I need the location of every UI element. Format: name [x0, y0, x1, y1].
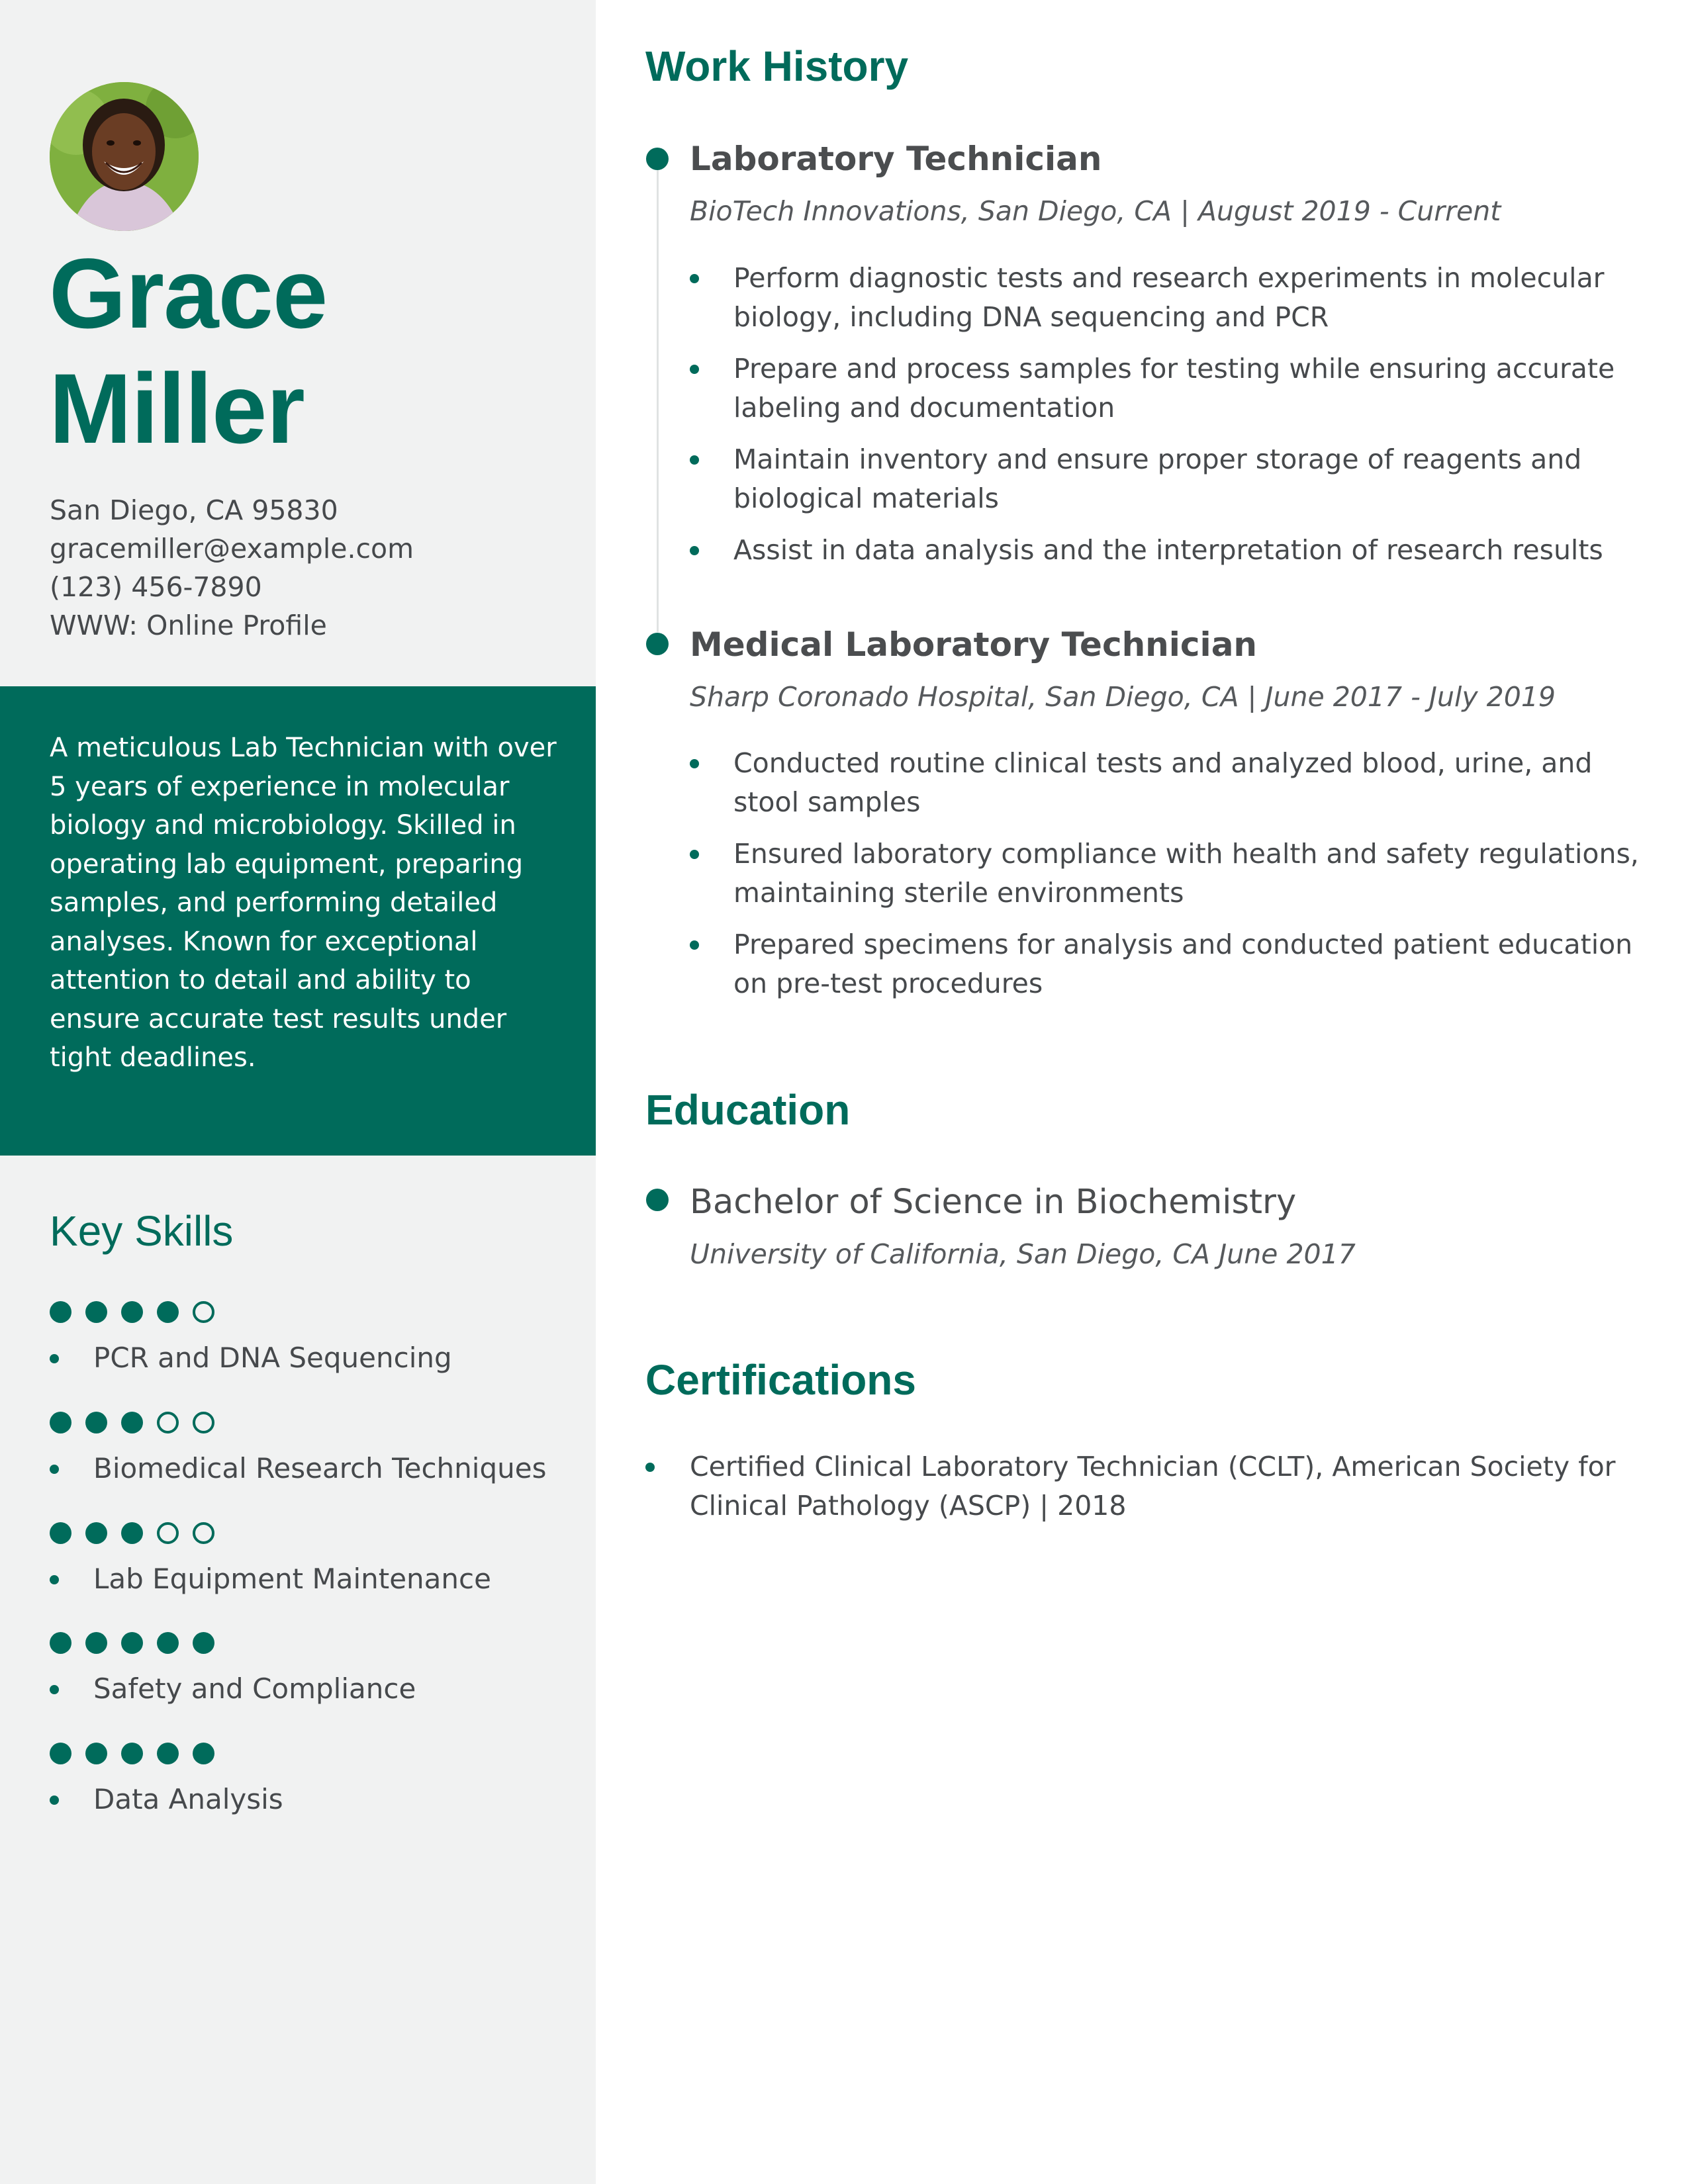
skill-label: Safety and Compliance: [93, 1672, 416, 1705]
candidate-name: [49, 236, 579, 466]
skill-label: Data Analysis: [93, 1783, 283, 1815]
rating-filled-dot-icon: [85, 1412, 107, 1433]
list-item: Maintain inventory and ensure proper storage of reagents and biological materials: [690, 440, 1656, 518]
bullet-icon: [690, 940, 699, 950]
rating-filled-dot-icon: [50, 1522, 71, 1544]
rating-empty-dot-icon: [193, 1301, 214, 1323]
education-degree: Bachelor of Science in Biochemistry: [690, 1183, 1297, 1222]
rating-filled-dot-icon: [157, 1743, 179, 1764]
rating-filled-dot-icon: [50, 1632, 71, 1654]
skills-heading: Key Skills: [50, 1207, 234, 1255]
rating-empty-dot-icon: [157, 1522, 179, 1544]
bullet-icon: [690, 850, 699, 859]
skill-label: Lab Equipment Maintenance: [93, 1563, 491, 1595]
skill-item: [50, 1301, 579, 1394]
bullet-icon: [690, 455, 699, 465]
bullet-icon: [690, 365, 699, 374]
rating-filled-dot-icon: [121, 1522, 143, 1544]
last-name: Miller: [49, 353, 305, 464]
rating-filled-dot-icon: [193, 1743, 214, 1764]
list-item: Conducted routine clinical tests and analyzed blood, urine, and stool samples: [690, 744, 1656, 821]
certifications-heading: Certifications: [645, 1356, 916, 1404]
bullet-icon: [690, 759, 699, 768]
rating-empty-dot-icon: [157, 1412, 179, 1433]
job-bullets: [690, 259, 1656, 583]
certifications-list: [645, 1447, 1658, 1538]
job-title: Medical Laboratory Technician: [690, 625, 1258, 664]
education-heading: Education: [645, 1086, 851, 1134]
timeline-dot-icon: [646, 1189, 669, 1211]
list-item: Assist in data analysis and the interpretation of research results: [690, 531, 1656, 570]
summary-text: A meticulous Lab Technician with over 5 years of experience in molecular biology and microbiology. Skilled in operating lab equipment, preparing samples, and performing detailed analyses. Known for exceptional attention to detail and ability to ensure accurate test results under tight deadlines.: [50, 733, 557, 1073]
list-item: Ensured laboratory compliance with health and safety regulations, maintaining sterile environments: [690, 835, 1656, 912]
contact-info: [50, 491, 579, 645]
work-history-heading: Work History: [645, 42, 909, 90]
rating-filled-dot-icon: [157, 1301, 179, 1323]
timeline-dot-icon: [646, 633, 669, 655]
first-name: Grace: [49, 238, 328, 349]
list-item: Prepare and process samples for testing while ensuring accurate labeling and documentation: [690, 349, 1656, 427]
education-meta: University of California, San Diego, CA June 2017: [690, 1238, 1356, 1270]
rating-filled-dot-icon: [85, 1522, 107, 1544]
rating-filled-dot-icon: [193, 1632, 214, 1654]
timeline-line: [657, 169, 659, 632]
job-title: Laboratory Technician: [690, 140, 1102, 178]
list-item: Prepared specimens for analysis and conducted patient education on pre-test procedures: [690, 925, 1656, 1003]
rating-filled-dot-icon: [121, 1743, 143, 1764]
rating-filled-dot-icon: [157, 1632, 179, 1654]
rating-filled-dot-icon: [85, 1301, 107, 1323]
rating-filled-dot-icon: [85, 1743, 107, 1764]
bullet-icon: [50, 1796, 59, 1805]
phone-text: (123) 456-7890: [50, 571, 262, 603]
rating-filled-dot-icon: [85, 1632, 107, 1654]
job-meta: Sharp Coronado Hospital, San Diego, CA | June 2017 - July 2019: [690, 681, 1556, 713]
profile-photo-image: [50, 82, 199, 231]
rating-filled-dot-icon: [50, 1743, 71, 1764]
bullet-icon: [690, 274, 699, 283]
skill-item: [50, 1522, 579, 1615]
skill-item: [50, 1632, 579, 1725]
list-item: Perform diagnostic tests and research experiments in molecular biology, including DNA sequencing and PCR: [690, 259, 1656, 336]
rating-filled-dot-icon: [121, 1301, 143, 1323]
rating-filled-dot-icon: [50, 1412, 71, 1433]
rating-empty-dot-icon: [193, 1522, 214, 1544]
sidebar: [0, 0, 596, 2184]
skill-label: Biomedical Research Techniques: [93, 1452, 547, 1484]
skill-item: [50, 1743, 579, 1835]
avatar: [50, 82, 199, 231]
rating-filled-dot-icon: [121, 1412, 143, 1433]
rating-filled-dot-icon: [121, 1632, 143, 1654]
rating-empty-dot-icon: [193, 1412, 214, 1433]
list-item: Certified Clinical Laboratory Technician (CCLT), American Society for Clinical Pathology (ASCP) | 2018: [645, 1447, 1658, 1525]
bullet-icon: [50, 1685, 59, 1694]
bullet-icon: [50, 1354, 59, 1363]
skill-label: PCR and DNA Sequencing: [93, 1342, 452, 1374]
rating-filled-dot-icon: [50, 1301, 71, 1323]
bullet-icon: [50, 1575, 59, 1584]
website-link[interactable]: WWW: Online Profile: [50, 610, 327, 641]
job-bullets: [690, 744, 1656, 1016]
bullet-icon: [50, 1465, 59, 1474]
job-meta: BioTech Innovations, San Diego, CA | August 2019 - Current: [690, 195, 1501, 227]
skill-item: [50, 1412, 579, 1504]
address-text: San Diego, CA 95830: [50, 494, 338, 526]
timeline-dot-icon: [646, 148, 669, 170]
bullet-icon: [690, 546, 699, 555]
email-text: gracemiller@example.com: [50, 533, 414, 565]
bullet-icon: [645, 1463, 655, 1472]
